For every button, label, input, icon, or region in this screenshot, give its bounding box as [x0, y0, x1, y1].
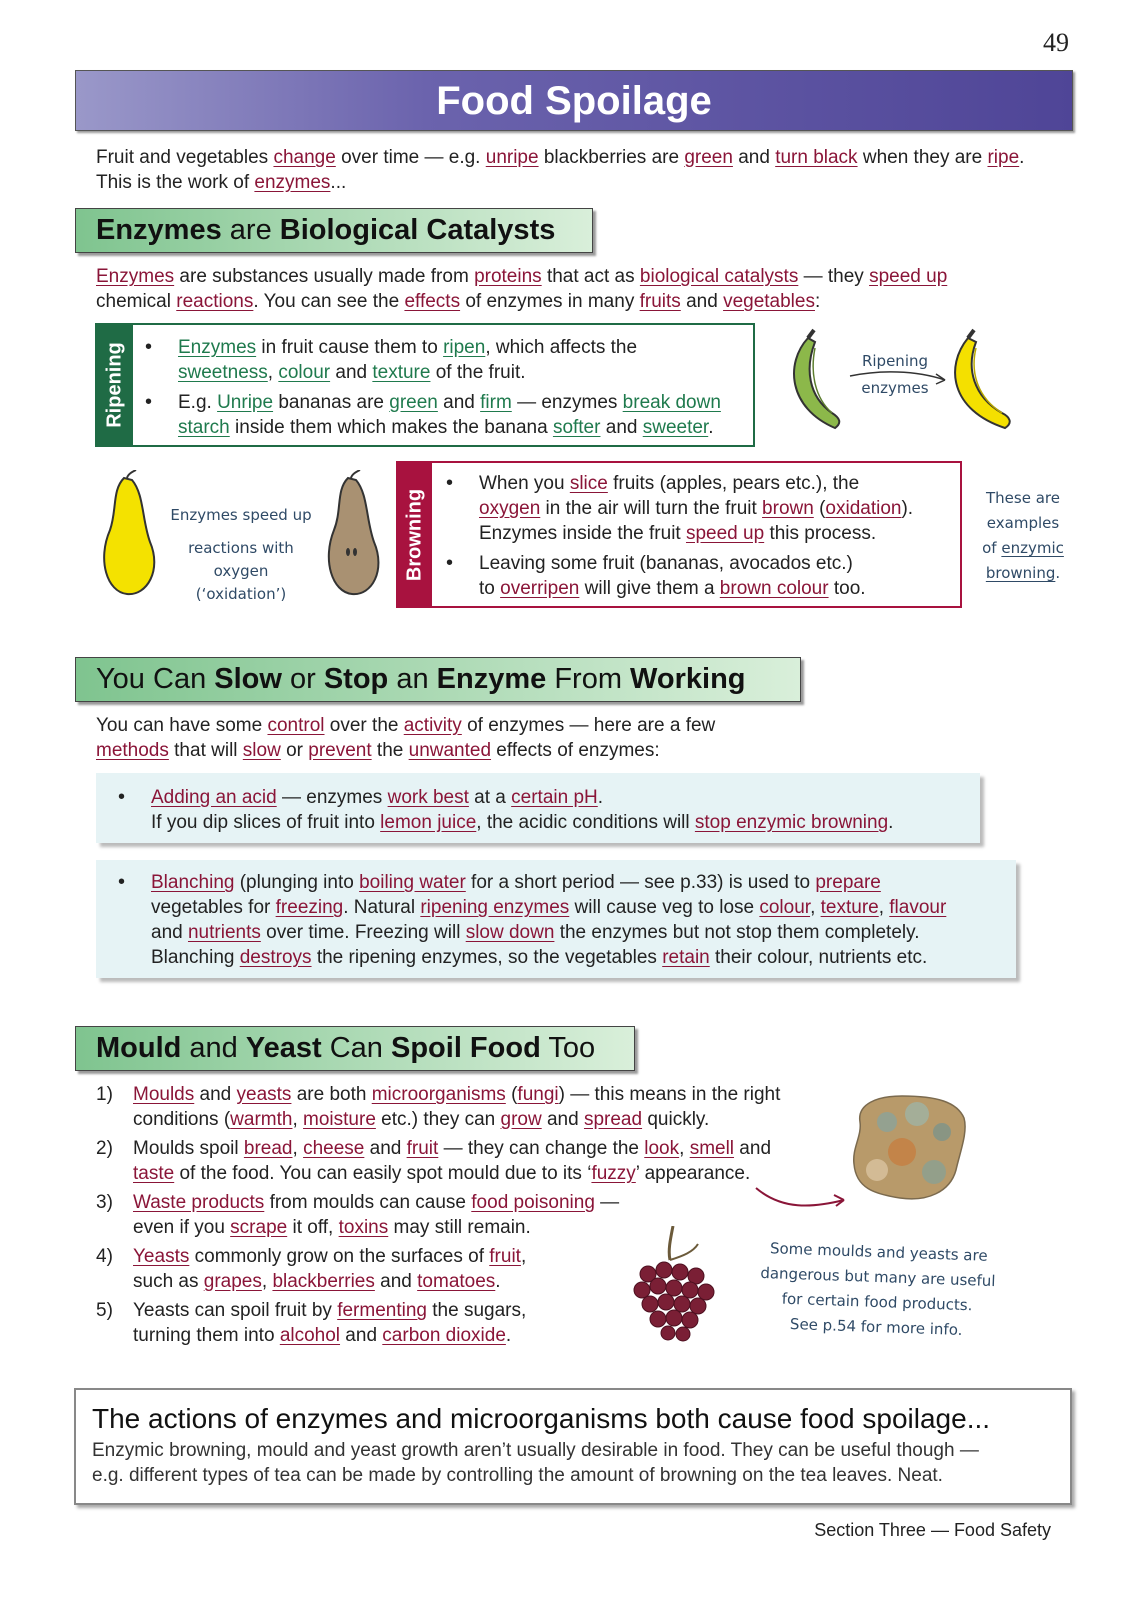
page-title: Food Spoilage — [436, 79, 712, 123]
grapes-illustration — [628, 1226, 728, 1351]
pear-note: Enzymes speed up reactions with oxygen (‘oxidation’) — [170, 506, 312, 603]
footer-section-label: Section Three — Food Safety — [814, 1520, 1051, 1540]
intro-paragraph — [96, 145, 1086, 195]
ripening-point-1: • Enzymes in fruit cause them to ripen, which affects the sweetness, colour and texture of the fruit. — [145, 335, 755, 385]
banana-note: Ripening enzymes — [861, 352, 929, 397]
grapes-icon — [634, 1226, 714, 1341]
intro-line-1: Fruit and vegetables change over time — e.g. unripe blackberries are green and turn black when they are ripe. — [96, 147, 1025, 168]
acid-method: • Adding an acid — enzymes work best at a certain pH. If you dip slices of fruit into lemon juice, the acidic conditions will stop enzymic browning. — [118, 785, 978, 835]
ripening-box — [95, 323, 755, 447]
page-number: 49 — [1043, 28, 1069, 57]
mouldy-bread-icon — [854, 1096, 965, 1199]
summary-title: The actions of enzymes and microorganisms both cause food spoilage... — [92, 1403, 991, 1434]
list-item: 3) Waste products from moulds can cause food poisoning — even if you scrape it off, toxins may still remain. — [96, 1192, 620, 1238]
intro-line-2: This is the work of enzymes... — [96, 172, 347, 193]
enzymes-paragraph: Enzymes are substances usually made from proteins that act as biological catalysts — they speed up chemical reactions. You can see the effects of enzymes in many fruits and vegetables: — [96, 266, 948, 312]
list-item: 1) Moulds and yeasts are both microorganisms (fungi) — this means in the right conditions (warmth, moisture etc.) they can grow and spread quickly. — [96, 1084, 781, 1130]
acid-method-box — [96, 773, 980, 843]
list-item: 5) Yeasts can spoil fruit by fermenting the sugars, turning them into alcohol and carbon dioxide. — [96, 1300, 527, 1346]
list-item: 2) Moulds spoil bread, cheese and fruit — they can change the look, smell and taste of the food. You can easily spot mould due to its ‘fuzzy’ appearance. — [96, 1138, 772, 1184]
ripening-point-2: • E.g. Unripe bananas are green and firm — enzymes break down starch inside them which makes the banana softer and sweeter. — [145, 390, 755, 440]
arrow-icon — [756, 1188, 844, 1206]
brown-pear-icon — [329, 470, 379, 594]
mould-note: Some moulds and yeasts are dangerous but many are useful for certain food products. See p.54 for more info. — [760, 1239, 996, 1339]
section-heading-mould-yeast: Mould and Yeast Can Spoil Food Too — [75, 1026, 635, 1071]
mouldy-bread-illustration — [752, 1092, 977, 1212]
section-heading-enzymes: Enzymes are Biological Catalysts — [75, 208, 593, 253]
summary-box — [74, 1388, 1072, 1505]
list-item: 4) Yeasts commonly grow on the surfaces of fruit, such as grapes, blackberries and tomatoes. — [96, 1246, 527, 1292]
blanching-method: • Blanching (plunging into boiling water for a short period — see p.33) is used to prepare vegetables for freezing. Natural ripening enzymes will cause veg to lose colour, texture, flavour and nutrients over time. Freezing will slow down the enzymes but not stop them completely. Blanching destroys the ripening enzymes, so the vegetables retain their colour, nutrients etc. — [118, 870, 1014, 970]
control-paragraph: You can have some control over the activity of enzymes — here are a few methods that will slow or prevent the unwanted effects of enzymes: — [96, 715, 716, 761]
yellow-pear-icon — [104, 470, 154, 594]
browning-point-1: • When you slice fruits (apples, pears etc.), the oxygen in the air will turn the fruit brown (oxidation). Enzymes inside the fruit speed up this process. — [446, 471, 966, 546]
title-bar — [75, 70, 1073, 131]
section-heading-slow-enzymes: You Can Slow or Stop an Enzyme From Working — [75, 657, 801, 702]
yellow-banana-icon — [955, 330, 1010, 428]
blanching-method-box — [96, 860, 1016, 978]
green-banana-icon — [794, 330, 839, 428]
browning-tab: Browning — [398, 463, 432, 606]
browning-side-note: These are examples of enzymic browning. — [982, 489, 1064, 582]
ripening-tab: Ripening — [97, 325, 133, 445]
browning-point-2: • Leaving some fruit (bananas, avocados etc.) to overripen will give them a brown colour too. — [446, 551, 966, 601]
summary-text: Enzymic browning, mould and yeast growth aren’t usually desirable in food. They can be useful though — e.g. different types of tea can be made by controlling the amount of browning on the tea leaves. Neat. — [92, 1440, 979, 1486]
browning-box — [396, 461, 962, 608]
